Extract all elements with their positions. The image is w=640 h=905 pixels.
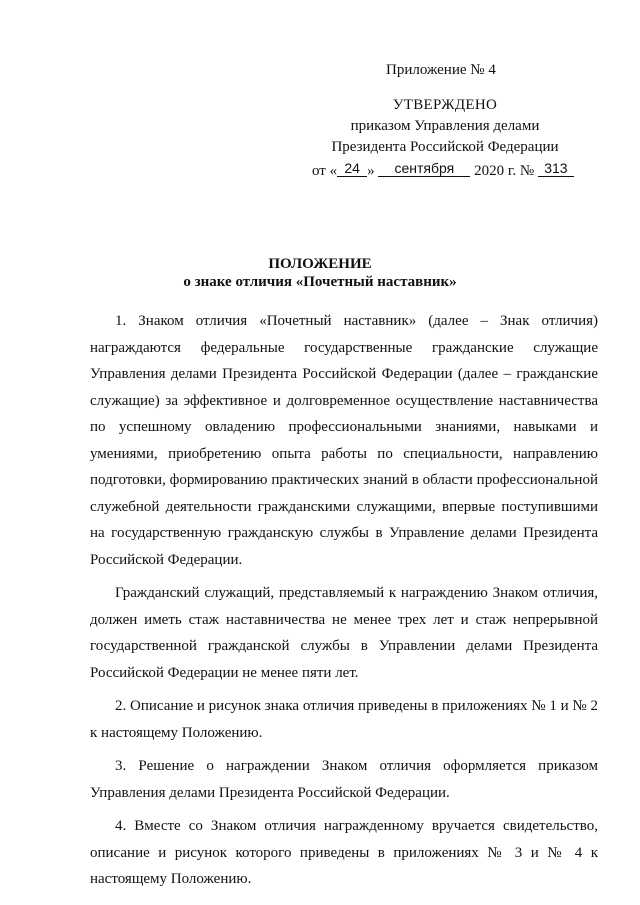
paragraph-3: 2. Описание и рисунок знака отличия приведены в приложениях № 1 и № 2 к настоящему Положению. bbox=[90, 698, 598, 741]
approval-block bbox=[330, 95, 560, 158]
date-prefix: от « bbox=[312, 163, 338, 179]
document-body bbox=[90, 308, 598, 893]
order-date-line bbox=[312, 162, 574, 180]
title-line-2: о знаке отличия «Почетный наставник» bbox=[183, 274, 457, 290]
order-number: 313 bbox=[538, 160, 574, 177]
appendix-label: Приложение № 4 bbox=[386, 62, 496, 78]
date-mid: » bbox=[367, 163, 375, 179]
date-month: сентября bbox=[378, 160, 470, 177]
approved-label: УТВЕРЖДЕНО bbox=[392, 97, 498, 113]
paragraph-5: 4. Вместе со Знаком отличия награжденному вручается свидетельство, описание и рисунок которого приведены в приложениях № 3 и № 4 к настоящему Положению. bbox=[90, 818, 598, 887]
paragraph-2: Гражданский служащий, представляемый к награждению Знаком отличия, должен иметь стаж наставничества не менее трех лет и стаж непрерывной государственной гражданской службы в Управлении делами Президента Российской Федерации не менее пяти лет. bbox=[90, 585, 598, 681]
date-day: 24 bbox=[337, 160, 367, 177]
paragraph-1: 1. Знаком отличия «Почетный наставник» (далее – Знак отличия) награждаются федеральные государственные гражданские служащие Управления делами Президента Российской Федерации (далее – гражданские служащие) за эффективное и долговременное осуществление наставничества по успешному овладению профессиональными знаниями, навыками и умениями, приобретению опыта работы по специальности, направлению подготовки, формированию практических знаний в области профессиональной служебной деятельности гражданскими служащими, впервые поступившими на государственную гражданскую службы в Управление делами Президента Российской Федерации. bbox=[90, 313, 598, 568]
order-line-2: Президента Российской Федерации bbox=[331, 139, 559, 155]
document-title bbox=[0, 255, 640, 291]
title-line-1: ПОЛОЖЕНИЕ bbox=[268, 256, 372, 272]
order-line-1: приказом Управления делами bbox=[350, 118, 540, 134]
date-year: 2020 г. № bbox=[474, 163, 535, 179]
paragraph-4: 3. Решение о награждении Знаком отличия оформляется приказом Управления делами Президента Российской Федерации. bbox=[90, 758, 598, 801]
